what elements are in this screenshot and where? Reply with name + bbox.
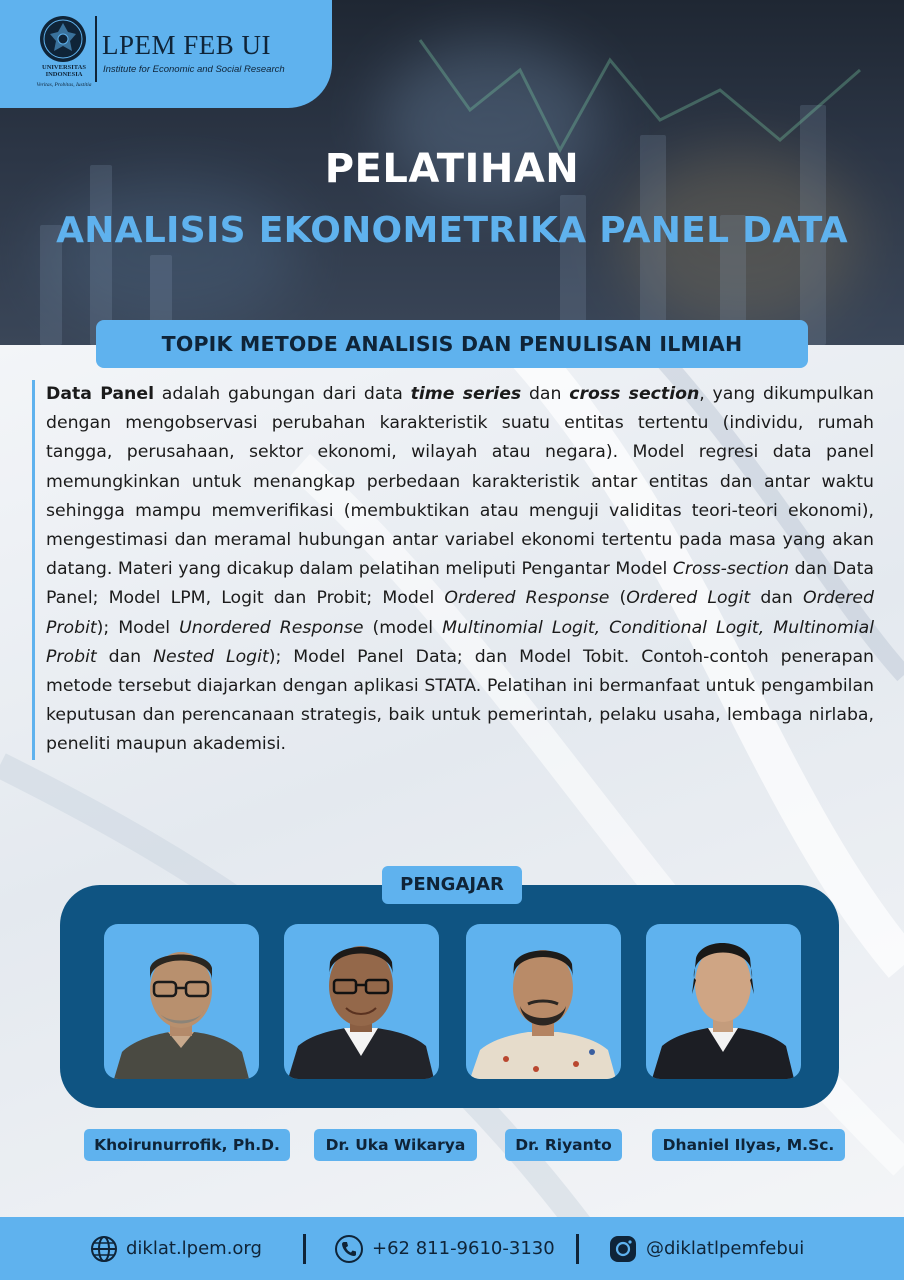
description-segment: dan — [96, 646, 154, 667]
footer-website[interactable] — [90, 1217, 262, 1280]
footer-divider — [576, 1234, 579, 1264]
instructor-photo-4 — [646, 924, 801, 1079]
footer-bar — [0, 1217, 904, 1280]
footer-instagram[interactable] — [608, 1217, 804, 1280]
description-segment: ); Model Panel Data; dan Model Tobit. Contoh-contoh penerapan metode tersebut diajarkan dengan aplikasi STATA. Pelatihan ini bermanfaat untuk pengambilan keputusan dan perencanaan strategis, baik untuk pemerintah, pelaku usaha, lembaga nirlaba, peneliti maupun akademisi. — [46, 646, 874, 755]
description-segment: time series — [410, 384, 522, 404]
description-segment: dan — [750, 588, 803, 609]
page-subtitle: ANALISIS EKONOMETRIKA PANEL DATA — [56, 210, 848, 251]
description-segment: cross section — [569, 384, 700, 404]
instagram-icon — [608, 1234, 638, 1264]
instructor-name-3: Dr. Riyanto — [505, 1129, 622, 1161]
description-segment: ); Model — [96, 617, 180, 638]
phone-text: +62 811-9610-3130 — [372, 1238, 555, 1259]
footer-divider — [303, 1234, 306, 1264]
makara-crest-icon — [38, 14, 88, 64]
crest-motto: Veritas, Probitas, Iustitia — [36, 82, 92, 88]
description-segment: ( — [609, 588, 627, 609]
topic-banner: TOPIK METODE ANALISIS DAN PENULISAN ILMIAH — [96, 320, 808, 368]
instructor-name-4: Dhaniel Ilyas, M.Sc. — [652, 1129, 845, 1161]
description-segment: , yang dikumpulkan dengan mengobservasi perubahan karakteristik suatu entitas tertentu (individu, rumah tangga, perusahaan, sektor ekonomi, wilayah atau negara). Model regresi data panel memungkinkan untuk menangkap perbedaan karakteristik antar entitas dan antar waktu sehingga mampu memverifikasi (membuktikan atau menguji validitas teori-teori ekonomi), mengestimasi dan meramal hubungan antar variabel ekonomi tertentu pada masa yang akan datang. Materi yang dicakup dalam pelatihan meliputi Pengantar Model — [46, 384, 875, 580]
description-segment: Unordered Response — [179, 617, 364, 638]
logo-divider — [95, 16, 97, 82]
description-segment: dan — [521, 384, 570, 404]
description-segment: Nested Logit — [153, 646, 269, 667]
footer-phone[interactable] — [334, 1217, 555, 1280]
instructor-name-2: Dr. Uka Wikarya — [314, 1129, 477, 1161]
description-segment: Multinomial Logit, Conditional Logit, Multinomial Probit — [46, 617, 875, 667]
description-segment: dan Data Panel; Model LPM, Logit dan Probit; Model — [46, 559, 874, 609]
description-segment: Ordered Response — [444, 588, 610, 609]
description-segment: (model — [363, 617, 443, 638]
logo-subtitle: Institute for Economic and Social Research — [103, 64, 285, 75]
description-segment: adalah gabungan dari data — [154, 384, 411, 404]
instagram-text: @diklatlpemfebui — [646, 1238, 805, 1259]
phone-icon — [334, 1234, 364, 1264]
description-segment: Cross-section — [672, 559, 790, 580]
page-title: PELATIHAN — [324, 146, 580, 192]
description-paragraph — [32, 380, 874, 760]
website-text: diklat.lpem.org — [126, 1238, 262, 1259]
description-segment: Ordered Probit — [46, 588, 874, 638]
instructors-label: PENGAJAR — [382, 866, 522, 904]
hero-banner — [0, 0, 904, 345]
logo-title: LPEM FEB UI — [102, 30, 272, 60]
instructor-photo-1 — [104, 924, 259, 1079]
crest-text: UNIVERSITAS INDONESIA — [42, 64, 86, 78]
globe-icon — [90, 1235, 118, 1263]
description-segment: Data Panel — [46, 384, 155, 404]
instructor-name-1: Khoirunurrofik, Ph.D. — [84, 1129, 290, 1161]
logo-block — [0, 0, 332, 108]
instructor-photo-2 — [284, 924, 439, 1079]
instructor-photo-3 — [466, 924, 621, 1079]
description-segment: Ordered Logit — [626, 588, 751, 609]
